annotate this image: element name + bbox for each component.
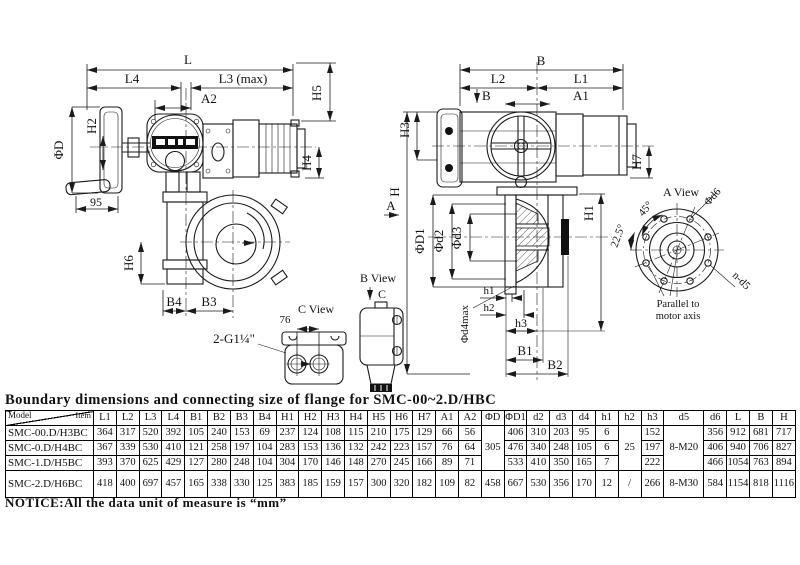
corner-model-label: Model xyxy=(8,410,32,420)
table-cell: 466 xyxy=(704,456,727,471)
table-cell: 304 xyxy=(276,456,299,471)
corner-item-label: Item xyxy=(75,410,91,420)
column-header-d3: d3 xyxy=(550,411,573,426)
table-cell: 6 xyxy=(595,426,618,441)
dim-label-H: H xyxy=(387,187,402,197)
motor-side xyxy=(233,120,305,177)
table-cell: 166 xyxy=(413,456,436,471)
table-cell: 339 xyxy=(116,441,139,456)
table-cell: 584 xyxy=(704,471,727,498)
column-header-d5: d5 xyxy=(664,411,704,426)
table-cell: 89 xyxy=(436,456,459,471)
dimension-table xyxy=(5,410,796,498)
dim-label-B: B xyxy=(536,53,546,68)
table-cell: 410 xyxy=(527,456,550,471)
column-header-L1: L1 xyxy=(94,411,117,426)
angle-225-label: 22.5° xyxy=(608,222,628,250)
table-cell: 320 xyxy=(390,471,413,498)
dim-label-H2: H2 xyxy=(84,118,99,134)
thread-label: 2-G1¼" xyxy=(213,331,255,346)
table-cell: 1116 xyxy=(772,471,795,498)
table-cell: 717 xyxy=(772,426,795,441)
table-cell: 912 xyxy=(727,426,750,441)
table-cell: 175 xyxy=(390,426,413,441)
column-header-H: H xyxy=(772,411,795,426)
table-cell: 105 xyxy=(573,441,596,456)
table-cell: 105 xyxy=(185,426,208,441)
table-cell: 300 xyxy=(367,471,390,498)
table-cell: 530 xyxy=(139,441,162,456)
table-cell: 146 xyxy=(322,456,345,471)
dim-label-B1: B1 xyxy=(517,343,533,358)
column-header-ΦD1: ΦD1 xyxy=(504,411,527,426)
table-cell: 457 xyxy=(162,471,185,498)
table-cell: 115 xyxy=(344,426,367,441)
column-header-H3: H3 xyxy=(322,411,345,426)
table-cell: 165 xyxy=(185,471,208,498)
c-view-label: C View xyxy=(297,302,335,316)
table-cell: 1154 xyxy=(727,471,750,498)
table-cell-merged: 8-M20 xyxy=(664,426,704,471)
column-header-L4: L4 xyxy=(162,411,185,426)
dim-label-95: 95 xyxy=(90,195,102,209)
table-cell: 356 xyxy=(550,471,573,498)
table-cell: 940 xyxy=(727,441,750,456)
b-view xyxy=(360,271,403,392)
table-cell: 242 xyxy=(367,441,390,456)
table-cell: 153 xyxy=(230,426,253,441)
table-cell: 136 xyxy=(322,441,345,456)
dim-label-phiD1: ΦD1 xyxy=(412,228,427,254)
dim-label-phid4max: Φd4max xyxy=(459,305,471,343)
dim-label-H1: H1 xyxy=(581,205,596,221)
table-cell: 392 xyxy=(162,426,185,441)
table-cell: 197 xyxy=(230,441,253,456)
table-cell: 248 xyxy=(550,441,573,456)
dim-label-A1: A1 xyxy=(573,88,589,103)
dim-label-nd5: n-d5 xyxy=(729,269,753,293)
dim-label-h1: h1 xyxy=(483,285,495,297)
table-cell: 476 xyxy=(504,441,527,456)
dim-label-H3: H3 xyxy=(397,122,412,138)
table-cell: 400 xyxy=(116,471,139,498)
column-header-B: B xyxy=(749,411,772,426)
table-cell: 170 xyxy=(573,471,596,498)
table-cell: 121 xyxy=(185,441,208,456)
table-cell: 667 xyxy=(504,471,527,498)
b-view-label: B View xyxy=(359,271,397,285)
dim-label-phid3: Φd3 xyxy=(449,226,464,250)
table-cell: 894 xyxy=(772,456,795,471)
table-cell: 681 xyxy=(749,426,772,441)
table-cell: 393 xyxy=(94,456,117,471)
column-header-L2: L2 xyxy=(116,411,139,426)
table-cell: 763 xyxy=(749,456,772,471)
table-cell: 266 xyxy=(641,471,664,498)
table-cell: 330 xyxy=(230,471,253,498)
table-cell: 95 xyxy=(573,426,596,441)
table-cell: 697 xyxy=(139,471,162,498)
table-cell: 827 xyxy=(772,441,795,456)
dim-label-h3: h3 xyxy=(515,316,527,330)
table-cell: 429 xyxy=(162,456,185,471)
angle-45-label: 45° xyxy=(636,199,656,219)
table-cell: 8-M30 xyxy=(664,471,704,498)
table-cell: 706 xyxy=(749,441,772,456)
dim-label-phid6: Φd6 xyxy=(701,185,724,209)
table-cell: 165 xyxy=(573,456,596,471)
drawing-title: Boundary dimensions and connecting size of flange for SMC-00~2.D/HBC xyxy=(5,392,497,408)
column-header-d6: d6 xyxy=(704,411,727,426)
table-cell: 69 xyxy=(253,426,276,441)
dim-label-H7: H7 xyxy=(629,154,644,170)
handwheel-side xyxy=(66,107,150,195)
table-cell: 76 xyxy=(436,441,459,456)
a-view-label: A View xyxy=(662,185,700,199)
dim-label-A2: A2 xyxy=(201,91,217,106)
output-housing-side xyxy=(163,172,287,289)
table-cell: 109 xyxy=(436,471,459,498)
dim-label-76: 76 xyxy=(279,314,291,326)
dim-label-h2: h2 xyxy=(483,302,495,314)
column-header-h2: h2 xyxy=(618,411,641,426)
column-header-H6: H6 xyxy=(390,411,413,426)
table-cell: 406 xyxy=(504,426,527,441)
table-cell: 340 xyxy=(527,441,550,456)
table-cell: 248 xyxy=(230,456,253,471)
actuator-body-side xyxy=(147,114,233,178)
table-cell: 71 xyxy=(459,456,482,471)
dim-label-L4: L4 xyxy=(124,71,140,86)
dim-label-H6: H6 xyxy=(121,255,136,271)
table-cell: 12 xyxy=(595,471,618,498)
table-cell-merged: 305 xyxy=(481,426,504,471)
table-cell: 152 xyxy=(641,426,664,441)
table-cell: 124 xyxy=(299,426,322,441)
table-cell: 364 xyxy=(94,426,117,441)
table-cell: 317 xyxy=(116,426,139,441)
table-cell: 185 xyxy=(299,471,322,498)
column-header-ΦD: ΦD xyxy=(481,411,504,426)
table-cell: 125 xyxy=(253,471,276,498)
dim-label-H4: H4 xyxy=(299,155,314,171)
column-header-H2: H2 xyxy=(299,411,322,426)
column-header-B4: B4 xyxy=(253,411,276,426)
model-name-cell: SMC-0.D/H4BC xyxy=(6,441,94,456)
table-cell: 223 xyxy=(390,441,413,456)
dim-label-L3: L3 (max) xyxy=(218,71,268,86)
c-direction-arrow: C xyxy=(378,287,387,301)
table-cell: 310 xyxy=(527,426,550,441)
table-cell: 222 xyxy=(641,456,664,471)
a-view xyxy=(608,185,752,322)
table-cell: 129 xyxy=(413,426,436,441)
table-cell: 240 xyxy=(208,426,231,441)
column-header-L3: L3 xyxy=(139,411,162,426)
dim-label-L: L xyxy=(184,52,192,67)
table-cell: 157 xyxy=(344,471,367,498)
dim-label-B2: B2 xyxy=(547,357,563,372)
left-view xyxy=(51,52,336,353)
table-cell: 182 xyxy=(413,471,436,498)
c-view xyxy=(280,302,347,384)
dim-label-B3: B3 xyxy=(201,294,217,309)
table-cell: 818 xyxy=(749,471,772,498)
table-cell: 132 xyxy=(344,441,367,456)
column-header-h3: h3 xyxy=(641,411,664,426)
column-header-H1: H1 xyxy=(276,411,299,426)
column-header-B2: B2 xyxy=(208,411,231,426)
column-header-H7: H7 xyxy=(413,411,436,426)
model-name-cell: SMC-2.D/H6BC xyxy=(6,471,94,498)
dim-label-L1: L1 xyxy=(573,71,589,86)
table-cell: 270 xyxy=(367,456,390,471)
dim-label-phid2: Φd2 xyxy=(431,229,446,253)
parallel-note-line2: motor axis xyxy=(655,311,701,322)
right-view xyxy=(384,53,655,380)
table-cell: 153 xyxy=(299,441,322,456)
parallel-note-line1: Parallel to xyxy=(656,299,700,310)
table-cell: 7 xyxy=(595,456,618,471)
table-cell: 1054 xyxy=(727,456,750,471)
table-corner-cell xyxy=(6,411,94,426)
table-cell: / xyxy=(618,471,641,498)
notice-text: NOTICE:All the data unit of measure is “mm” xyxy=(5,495,287,510)
table-cell: 108 xyxy=(322,426,345,441)
table-cell: 104 xyxy=(253,441,276,456)
table-cell: 56 xyxy=(459,426,482,441)
column-header-H5: H5 xyxy=(367,411,390,426)
handwheel-front xyxy=(487,112,555,188)
table-cell: 159 xyxy=(322,471,345,498)
table-cell: 157 xyxy=(413,441,436,456)
table-cell: 170 xyxy=(299,456,322,471)
dim-label-phiD: ΦD xyxy=(51,140,66,160)
table-cell: 66 xyxy=(436,426,459,441)
table-cell: 237 xyxy=(276,426,299,441)
table-cell: 406 xyxy=(704,441,727,456)
table-cell: 148 xyxy=(344,456,367,471)
column-header-A2: A2 xyxy=(459,411,482,426)
table-cell: 350 xyxy=(550,456,573,471)
column-header-B3: B3 xyxy=(230,411,253,426)
table-cell-merged: 25 xyxy=(618,426,641,471)
column-header-A1: A1 xyxy=(436,411,459,426)
dim-label-L2: L2 xyxy=(490,71,506,86)
table-cell: 383 xyxy=(276,471,299,498)
actuator-body-front xyxy=(437,109,636,195)
column-header-B1: B1 xyxy=(185,411,208,426)
column-header-L: L xyxy=(727,411,750,426)
model-name-cell: SMC-00.D/H3BC xyxy=(6,426,94,441)
table-cell: 410 xyxy=(162,441,185,456)
table-cell: 418 xyxy=(94,471,117,498)
table-cell: 356 xyxy=(704,426,727,441)
column-header-d4: d4 xyxy=(573,411,596,426)
table-cell: 530 xyxy=(527,471,550,498)
table-cell: 64 xyxy=(459,441,482,456)
table-cell: 258 xyxy=(208,441,231,456)
table-cell: 520 xyxy=(139,426,162,441)
table-cell: 127 xyxy=(185,456,208,471)
table-cell: 458 xyxy=(481,471,504,498)
table-cell: 197 xyxy=(641,441,664,456)
table-cell: 82 xyxy=(459,471,482,498)
column-header-H4: H4 xyxy=(344,411,367,426)
b-direction-arrow: B xyxy=(482,88,491,103)
table-cell: 367 xyxy=(94,441,117,456)
table-cell: 210 xyxy=(367,426,390,441)
table-cell: 625 xyxy=(139,456,162,471)
table-cell: 338 xyxy=(208,471,231,498)
dim-label-B4: B4 xyxy=(166,294,182,309)
column-header-d2: d2 xyxy=(527,411,550,426)
model-name-cell: SMC-1.D/H5BC xyxy=(6,456,94,471)
a-direction-arrow: A xyxy=(386,198,396,213)
table-cell: 370 xyxy=(116,456,139,471)
dim-label-H5: H5 xyxy=(309,85,324,101)
table-cell: 280 xyxy=(208,456,231,471)
table-cell: 283 xyxy=(276,441,299,456)
table-cell: 6 xyxy=(595,441,618,456)
table-cell: 245 xyxy=(390,456,413,471)
table-cell: 203 xyxy=(550,426,573,441)
table-cell: 104 xyxy=(253,456,276,471)
column-header-h1: h1 xyxy=(595,411,618,426)
table-cell: 533 xyxy=(504,456,527,471)
